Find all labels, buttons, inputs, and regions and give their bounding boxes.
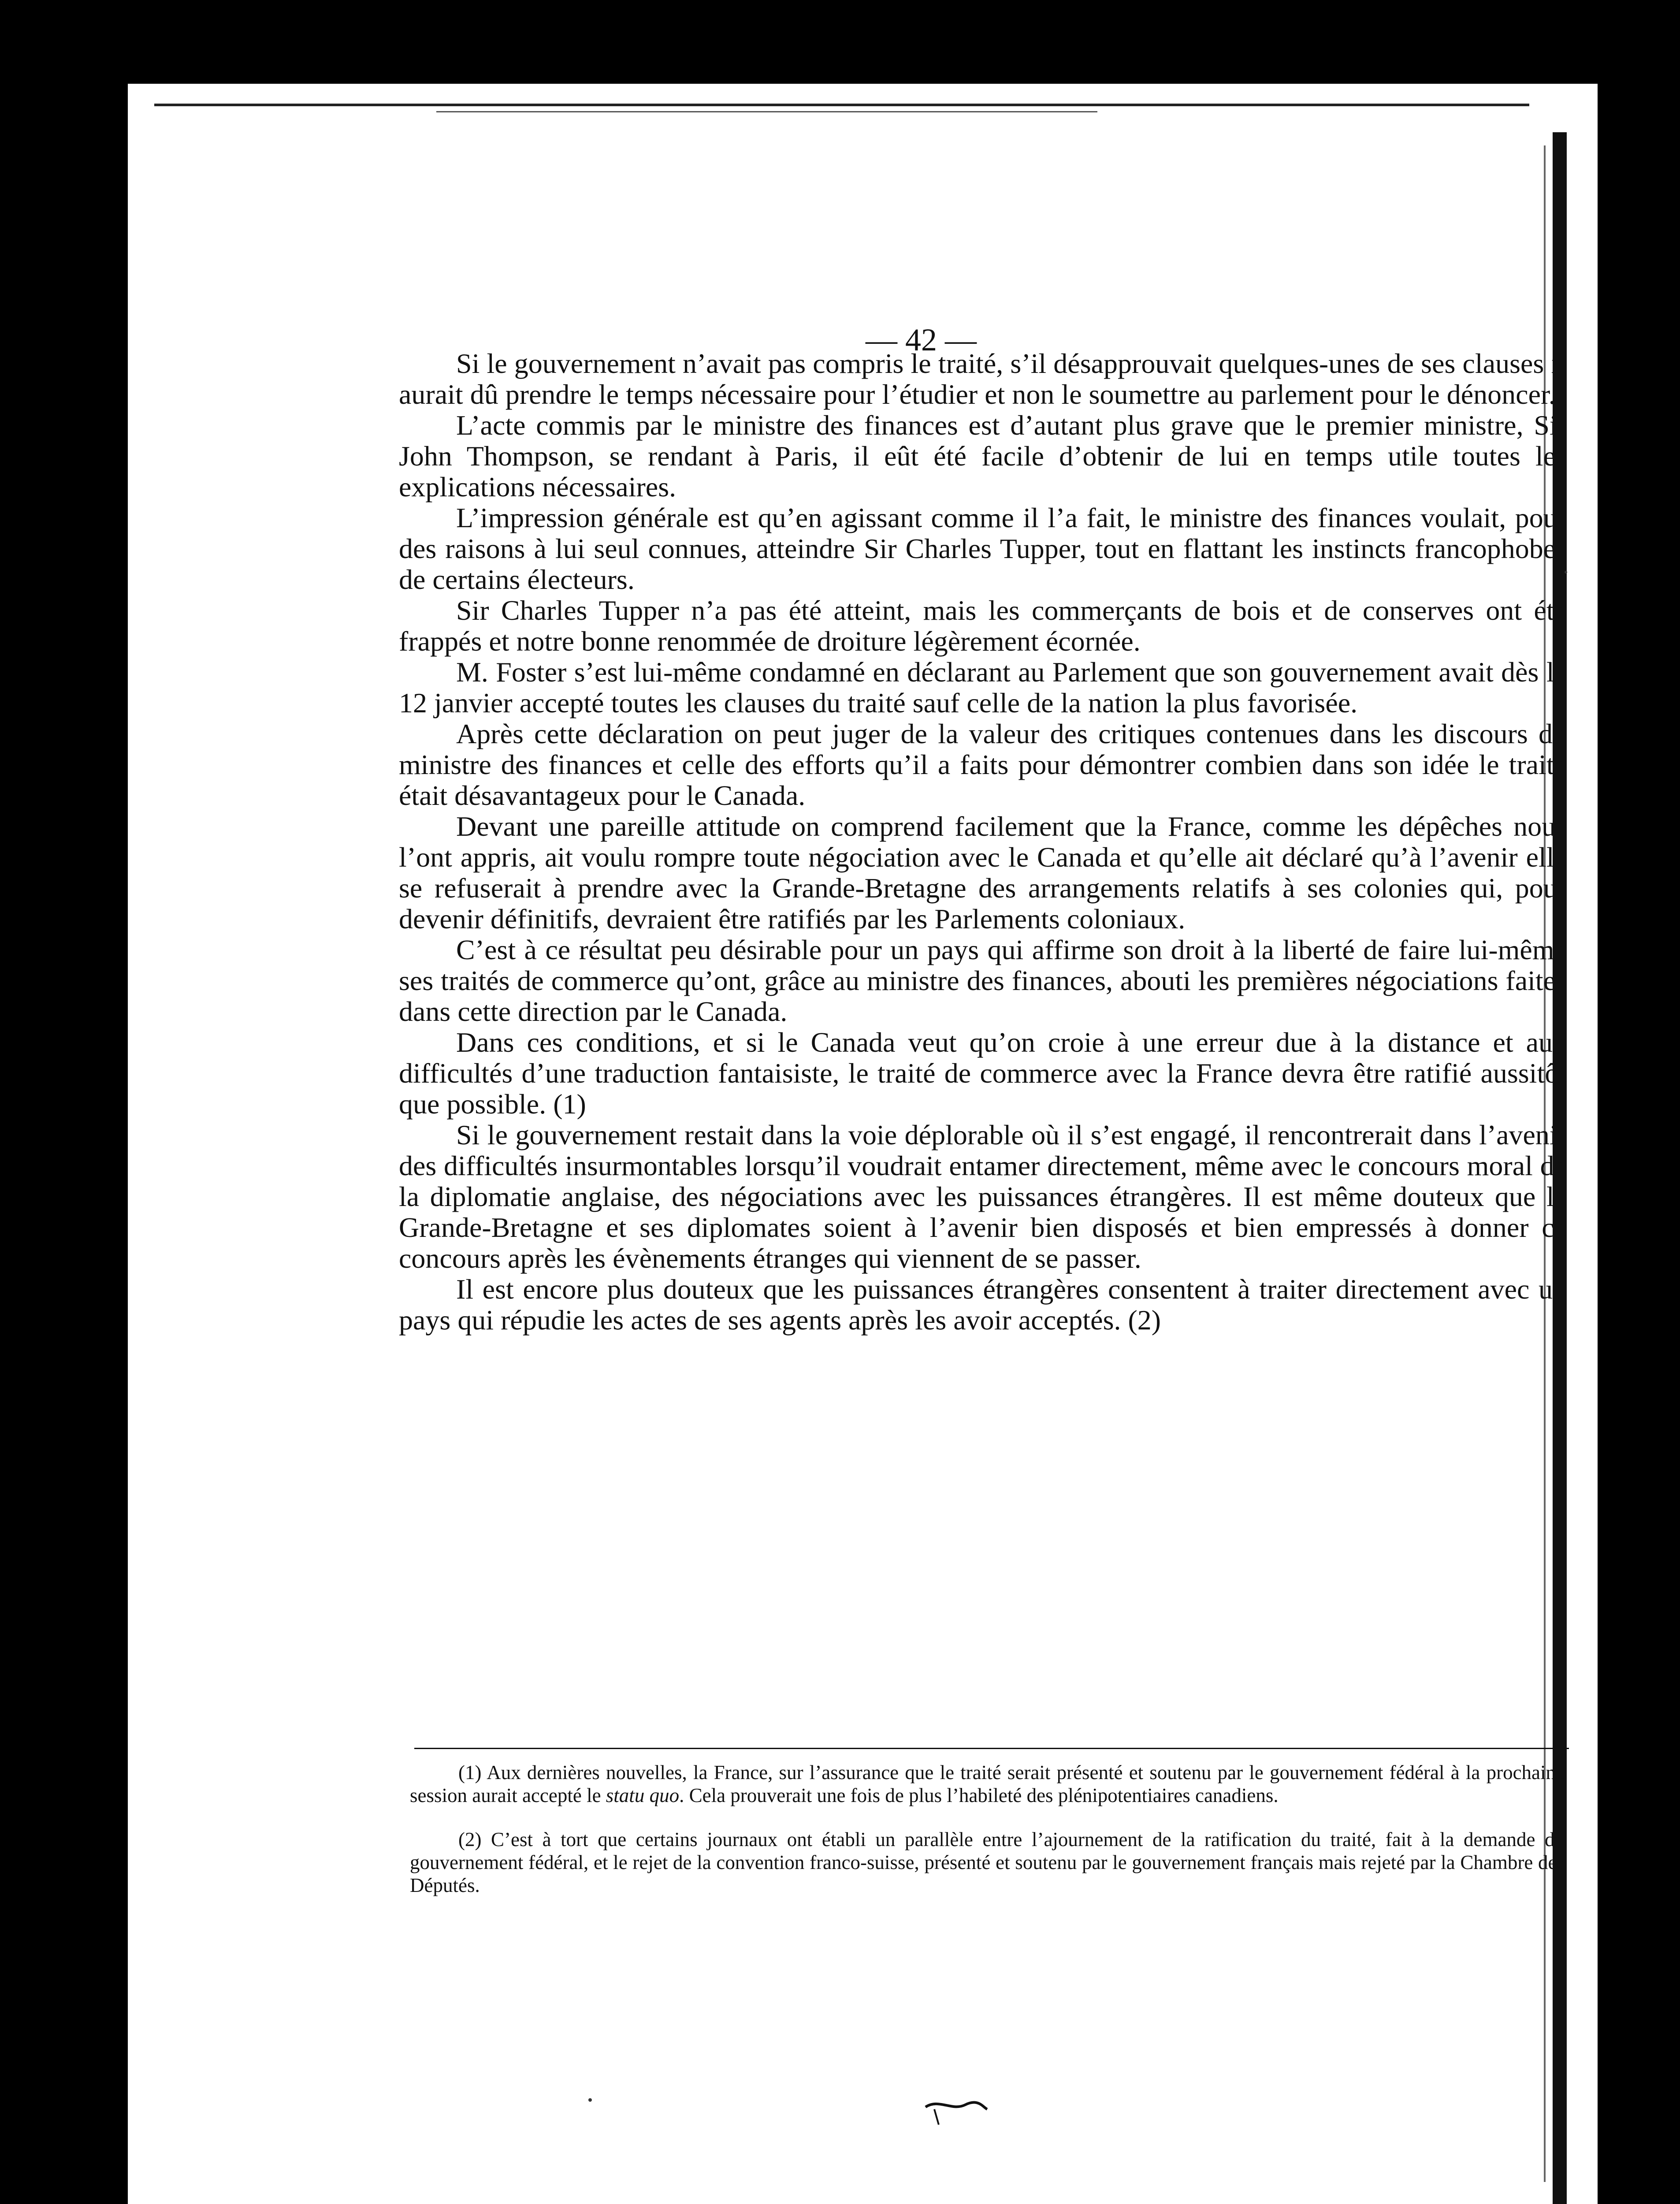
paragraph: Si le gouvernement restait dans la voie déplorable où il s’est engagé, il rencontrerait dans l’avenir des difficultés insurmontables lorsqu’il voudrait entamer directement, même avec le concours moral de la diplomatie anglaise, des négociations avec les puissances étrangères. Il est même douteux que la Grande-Bretagne et ses diplomates soient à l’avenir bien disposés et bien empressés à donner ce concours après les évènements étranges qui viennent de se passer. (399, 1119, 1567, 1274)
paragraph: Dans ces conditions, et si le Canada veut qu’on croie à une erreur due à la distance et aux difficultés d’une traduction fantaisiste, le traité de commerce avec la France devra être ratifié aussitôt que possible. (1) (399, 1027, 1567, 1120)
footnote-1-text-start: (1) Aux dernières nouvelles, la France, sur l’assurance que le traité serait présenté et soutenu par le gouvernement fédéral à la prochaine session aurait accepté le (410, 1761, 1565, 1806)
speck (588, 2098, 592, 2102)
body-text (399, 348, 1567, 1336)
paragraph: L’impression générale est qu’en agissant comme il l’a fait, le ministre des finances voulait, pour des raisons à lui seul connues, atteindre Sir Charles Tupper, tout en flattant les instincts francophobes de certains électeurs. (399, 502, 1567, 595)
paragraph: Devant une pareille attitude on comprend facilement que la France, comme les dépêches nous l’ont appris, ait voulu rompre toute négociation avec le Canada et qu’elle ait déclaré qu’à l’avenir elle se refuserait à prendre avec la Grande-Bretagne des arrangements relatifs à ses colonies qui, pour devenir définitifs, devraient être ratifiés par les Parlements coloniaux. (399, 811, 1567, 934)
paragraph: Après cette déclaration on peut juger de la valeur des critiques contenues dans les discours du ministre des finances et celle des efforts qu’il a faits pour démontrer combien dans son idée le traité était désavantageux pour le Canada. (399, 718, 1567, 811)
footnote-1-text-end: . Cela prouverait une fois de plus l’habileté des plénipotentiaires canadiens. (679, 1784, 1279, 1806)
speck (1565, 571, 1567, 573)
paragraph: Il est encore plus douteux que les puissances étrangères consentent à traiter directement avec un pays qui répudie les actes de ses agents après les avoir acceptés. (2) (399, 1273, 1567, 1336)
paragraph: Si le gouvernement n’avait pas compris le traité, s’il désapprouvait quelques-unes de ses clauses il aurait dû prendre le temps nécessaire pour l’étudier et non le soumettre au parlement pour le dénoncer. (399, 348, 1567, 410)
top-edge-rule-secondary (436, 111, 1097, 112)
ink-mark (921, 2094, 992, 2129)
footnote-1 (410, 1761, 1565, 1807)
page-number: — 42 — (866, 322, 977, 357)
paragraph: M. Foster s’est lui-même condamné en déclarant au Parlement que son gouvernement avait dès le 12 janvier accepté toutes les clauses du traité sauf celle de la nation la plus favorisée. (399, 656, 1567, 719)
footnote-1-italic: statu quo (606, 1784, 680, 1806)
scanned-page (128, 84, 1598, 2204)
top-edge-rule (154, 104, 1529, 106)
footnote-2: (2) C’est à tort que certains journaux ont établi un parallèle entre l’ajournement de la ratification du traité, fait à la demande du gouvernement fédéral, et le rejet de la convention franco-suisse, présenté et soutenu par le gouvernement français mais rejeté par la Chambre des Députés. (410, 1828, 1565, 1896)
paragraph: L’acte commis par le ministre des finances est d’autant plus grave que le premier ministre, Sir John Thompson, se rendant à Paris, il eût été facile d’obtenir de lui en temps utile toutes les explications nécessaires. (399, 410, 1567, 503)
footnote-separator (414, 1748, 1569, 1749)
footnotes (410, 1761, 1565, 1897)
paragraph: Sir Charles Tupper n’a pas été atteint, mais les commerçants de bois et de conserves ont été frappés et notre bonne renommée de droiture légèrement écornée. (399, 595, 1567, 657)
paragraph: C’est à ce résultat peu désirable pour un pays qui affirme son droit à la liberté de faire lui-même ses traités de commerce qu’ont, grâce au ministre des finances, abouti les premières négociations faites dans cette direction par le Canada. (399, 934, 1567, 1027)
